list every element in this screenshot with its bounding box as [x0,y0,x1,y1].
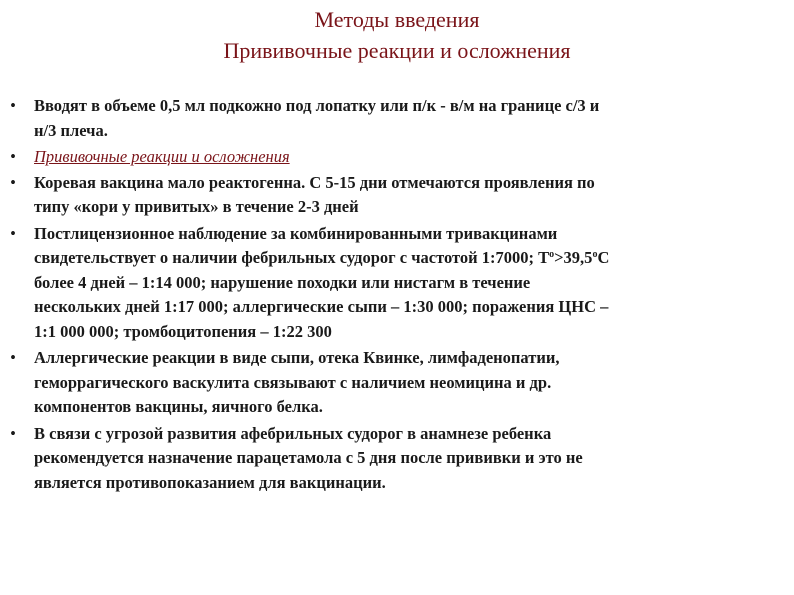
list-item [6,422,782,496]
bullet-icon: • [10,423,16,443]
title-line-2: Прививочные реакции и осложнения [223,38,571,63]
section-heading-link[interactable]: Прививочные реакции и осложнения [34,147,290,166]
text-line: В связи с угрозой развития афебрильных судорог в анамнезе ребенка [34,423,552,443]
list-item [6,94,782,143]
bullet-icon: • [10,172,16,192]
bullet-icon: • [10,96,16,115]
list-item-text [34,346,782,420]
bullet-icon: • [10,348,16,367]
bullet-icon: • [10,223,16,243]
bullet-list [6,94,782,497]
list-item [6,145,782,170]
list-item-text [34,94,782,143]
text-line: Постлицензионное наблюдение за комбинированными тривакцинами [34,223,558,243]
degree-sup: о [549,249,555,260]
text-line: типу «кори у привитых» в течение 2-3 дней [34,197,359,216]
list-item-text [34,171,782,220]
text-line: свидетельствует о наличии фебрильных судорог с частотой 1:7000; $Т^о>39,5^оС$ [34,248,610,267]
text-line: геморрагического васкулита связывают с наличием неомицина и др. [34,372,552,392]
text-line: 1:1 000 000; тромбоцитопения – 1:22 300 [34,321,332,341]
text-line: н/3 плеча. [34,120,108,140]
text-line: является противопоказанием для вакцинации. [34,472,386,492]
list-item [6,222,782,345]
text-line: Коревая вакцина мало реактогенна. С 5-15 дни отмечаются проявления по [34,172,595,192]
list-item-text [34,422,782,496]
degree-sup: о [592,249,598,260]
list-item [6,171,782,220]
text-line: компонентов вакцины, яичного белка. [34,397,323,416]
list-item-text [34,145,782,170]
title-line-1: Методы введения [314,7,480,32]
text-line: более 4 дней – 1:14 000; нарушение походки или нистагм в течение [34,272,531,292]
text-line: Вводят в объеме 0,5 мл подкожно под лопатку или п/к - в/м на границе с/3 и [34,96,600,115]
text-line: Аллергические реакции в виде сыпи, отека Квинке, лимфаденопатии, [34,348,560,367]
text-line: рекомендуется назначение парацетамола с 5 дня после прививки и это не [34,448,583,467]
list-item-text [34,222,782,345]
list-item [6,346,782,420]
text-line: нескольких дней 1:17 000; аллергические сыпи – 1:30 000; поражения ЦНС – [34,297,609,316]
slide-title [0,4,794,66]
bullet-icon: • [10,147,16,166]
